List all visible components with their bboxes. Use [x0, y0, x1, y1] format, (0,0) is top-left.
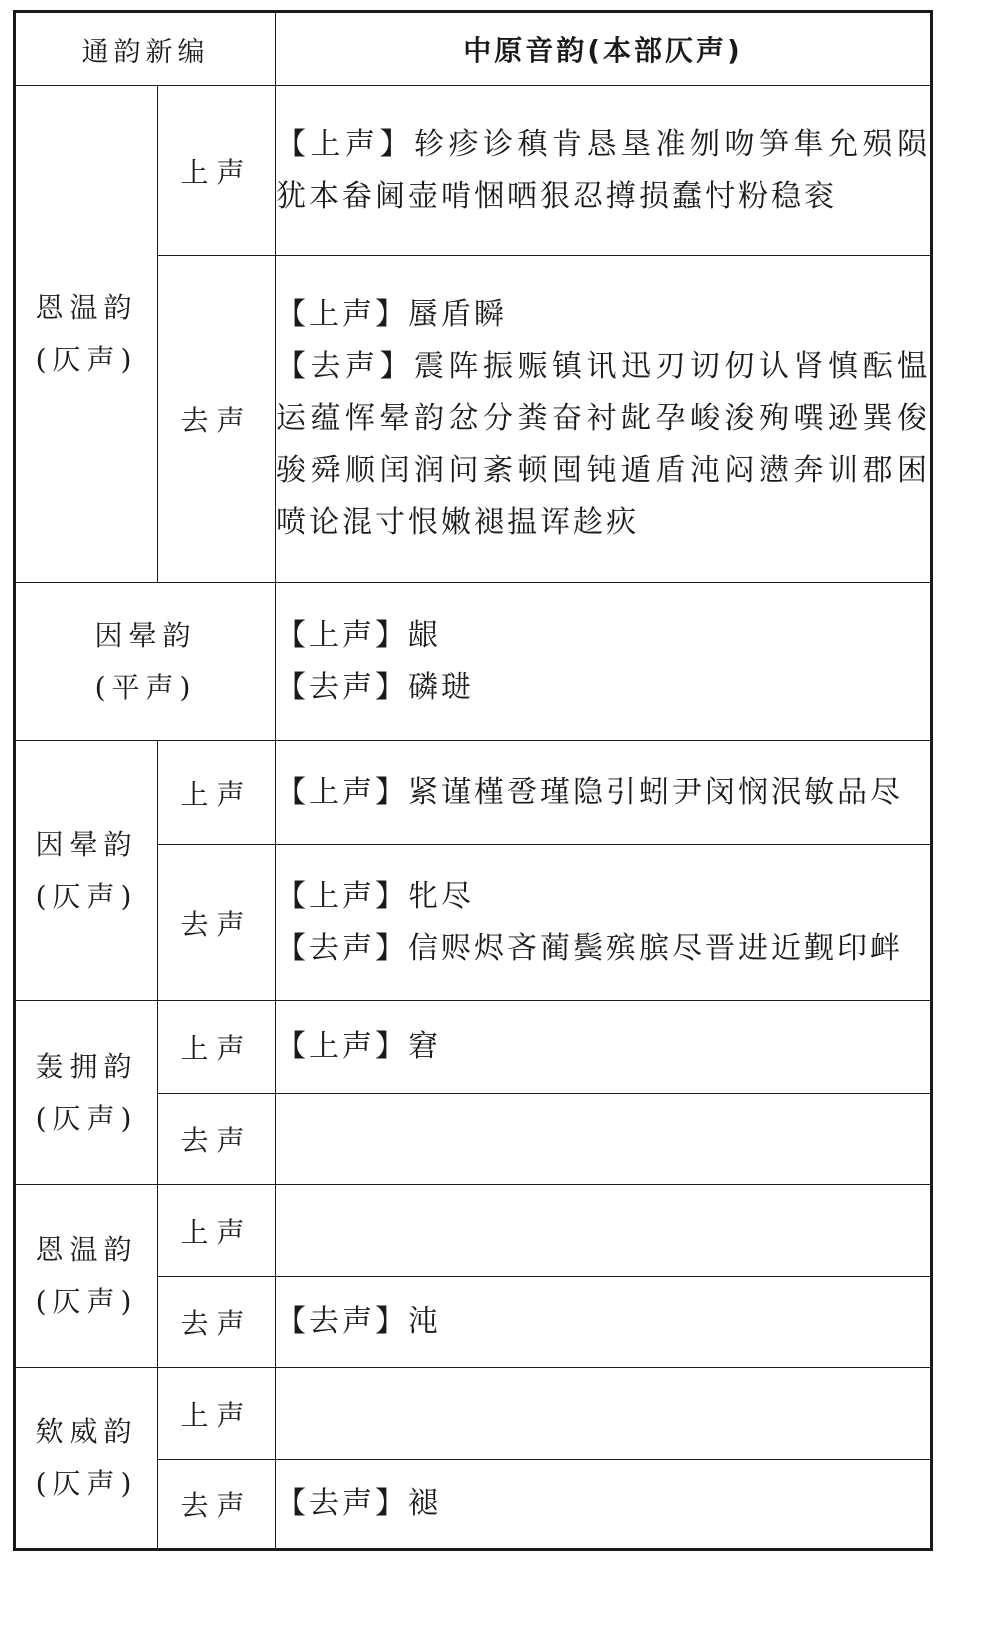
rhyme-name-cell — [15, 1001, 158, 1185]
rhyme-tone-class: (仄声) — [35, 1467, 138, 1500]
header-zhongyuan-yinyun: 中原音韵(本部仄声) — [276, 12, 932, 86]
characters-cell — [276, 1001, 932, 1094]
header-tongyun-xinbian: 通韵新编 — [15, 12, 276, 86]
characters-cell — [276, 583, 932, 741]
rhyme-name-cell — [15, 86, 158, 583]
table-row — [15, 1368, 932, 1460]
characters-cell — [276, 741, 932, 845]
tone-cell: 去声 — [158, 256, 276, 583]
rhyme-name: 因晕韵 — [35, 827, 138, 861]
tone-cell: 上声 — [158, 1185, 276, 1277]
character-line: 【上声】窘 — [276, 1029, 441, 1064]
tone-cell: 去声 — [158, 1277, 276, 1368]
tone-cell: 上声 — [158, 1368, 276, 1460]
tone-cell: 上声 — [158, 86, 276, 256]
characters-cell-empty — [276, 1094, 932, 1185]
table-header-row — [15, 12, 932, 86]
character-line: 【上声】轸疹诊稹肯恳垦准刎吻笋隼允殒陨犹本畚阃壶啃悃哂狠忍撙损蠢忖粉稳衮 — [276, 126, 930, 214]
character-line: 【上声】紧谨槿卺瑾隐引蚓尹闵悯泯敏品尽 — [276, 774, 903, 810]
rhyme-name-cell — [15, 741, 158, 1001]
rhyme-tone-class: (仄声) — [35, 1285, 138, 1318]
table-row — [15, 583, 932, 741]
characters-cell — [276, 845, 932, 1001]
rhyme-tone-class: (仄声) — [35, 879, 138, 913]
rhyme-name-cell — [15, 1368, 158, 1550]
rhyme-name: 因晕韵 — [94, 618, 197, 652]
rhyme-name: 欸威韵 — [35, 1415, 138, 1448]
characters-cell — [276, 1277, 932, 1368]
tone-cell: 上声 — [158, 1001, 276, 1094]
characters-cell — [276, 86, 932, 256]
rhyme-name-cell — [15, 583, 276, 741]
rhyme-comparison-table — [13, 10, 933, 1551]
rhyme-tone-class: (仄声) — [35, 1101, 138, 1135]
tone-cell: 去声 — [158, 1094, 276, 1185]
characters-cell — [276, 1460, 932, 1550]
rhyme-name-cell — [15, 1185, 158, 1368]
table-row — [15, 1185, 932, 1277]
character-line: 【上声】龈 — [276, 617, 441, 653]
character-line: 【去声】震阵振赈镇讯迅刃讱仞认肾慎酝愠运蕴恽晕韵忿分粪奋衬龀孕峻浚殉噀逊巽俊骏舜顺闰润问紊顿囤钝遁盾沌闷懑奔训郡困喷论混寸恨嫩褪揾诨趁疢 — [276, 349, 930, 540]
tone-cell: 上声 — [158, 741, 276, 845]
characters-cell-empty — [276, 1185, 932, 1277]
table-row — [15, 86, 932, 256]
rhyme-tone-class: (仄声) — [35, 343, 138, 376]
rhyme-name: 恩温韵 — [35, 291, 138, 324]
character-line: 【上声】蜃盾瞬 — [276, 297, 507, 332]
table-row — [15, 1001, 932, 1094]
rhyme-tone-class: (平声) — [94, 670, 197, 704]
tone-cell: 去声 — [158, 1460, 276, 1550]
character-line: 【去声】磷琎 — [276, 669, 474, 705]
rhyme-name: 恩温韵 — [35, 1233, 138, 1266]
characters-cell-empty — [276, 1368, 932, 1460]
table-row — [15, 741, 932, 845]
tone-cell: 去声 — [158, 845, 276, 1001]
character-line: 【上声】牝尽 — [276, 878, 474, 914]
character-line: 【去声】信赆烬吝蔺鬓殡膑尽晋进近觐印衅 — [276, 930, 903, 966]
characters-cell — [276, 256, 932, 583]
rhyme-name: 轰拥韵 — [35, 1049, 138, 1083]
character-line: 【去声】褪 — [276, 1486, 441, 1521]
character-line: 【去声】沌 — [276, 1304, 441, 1339]
